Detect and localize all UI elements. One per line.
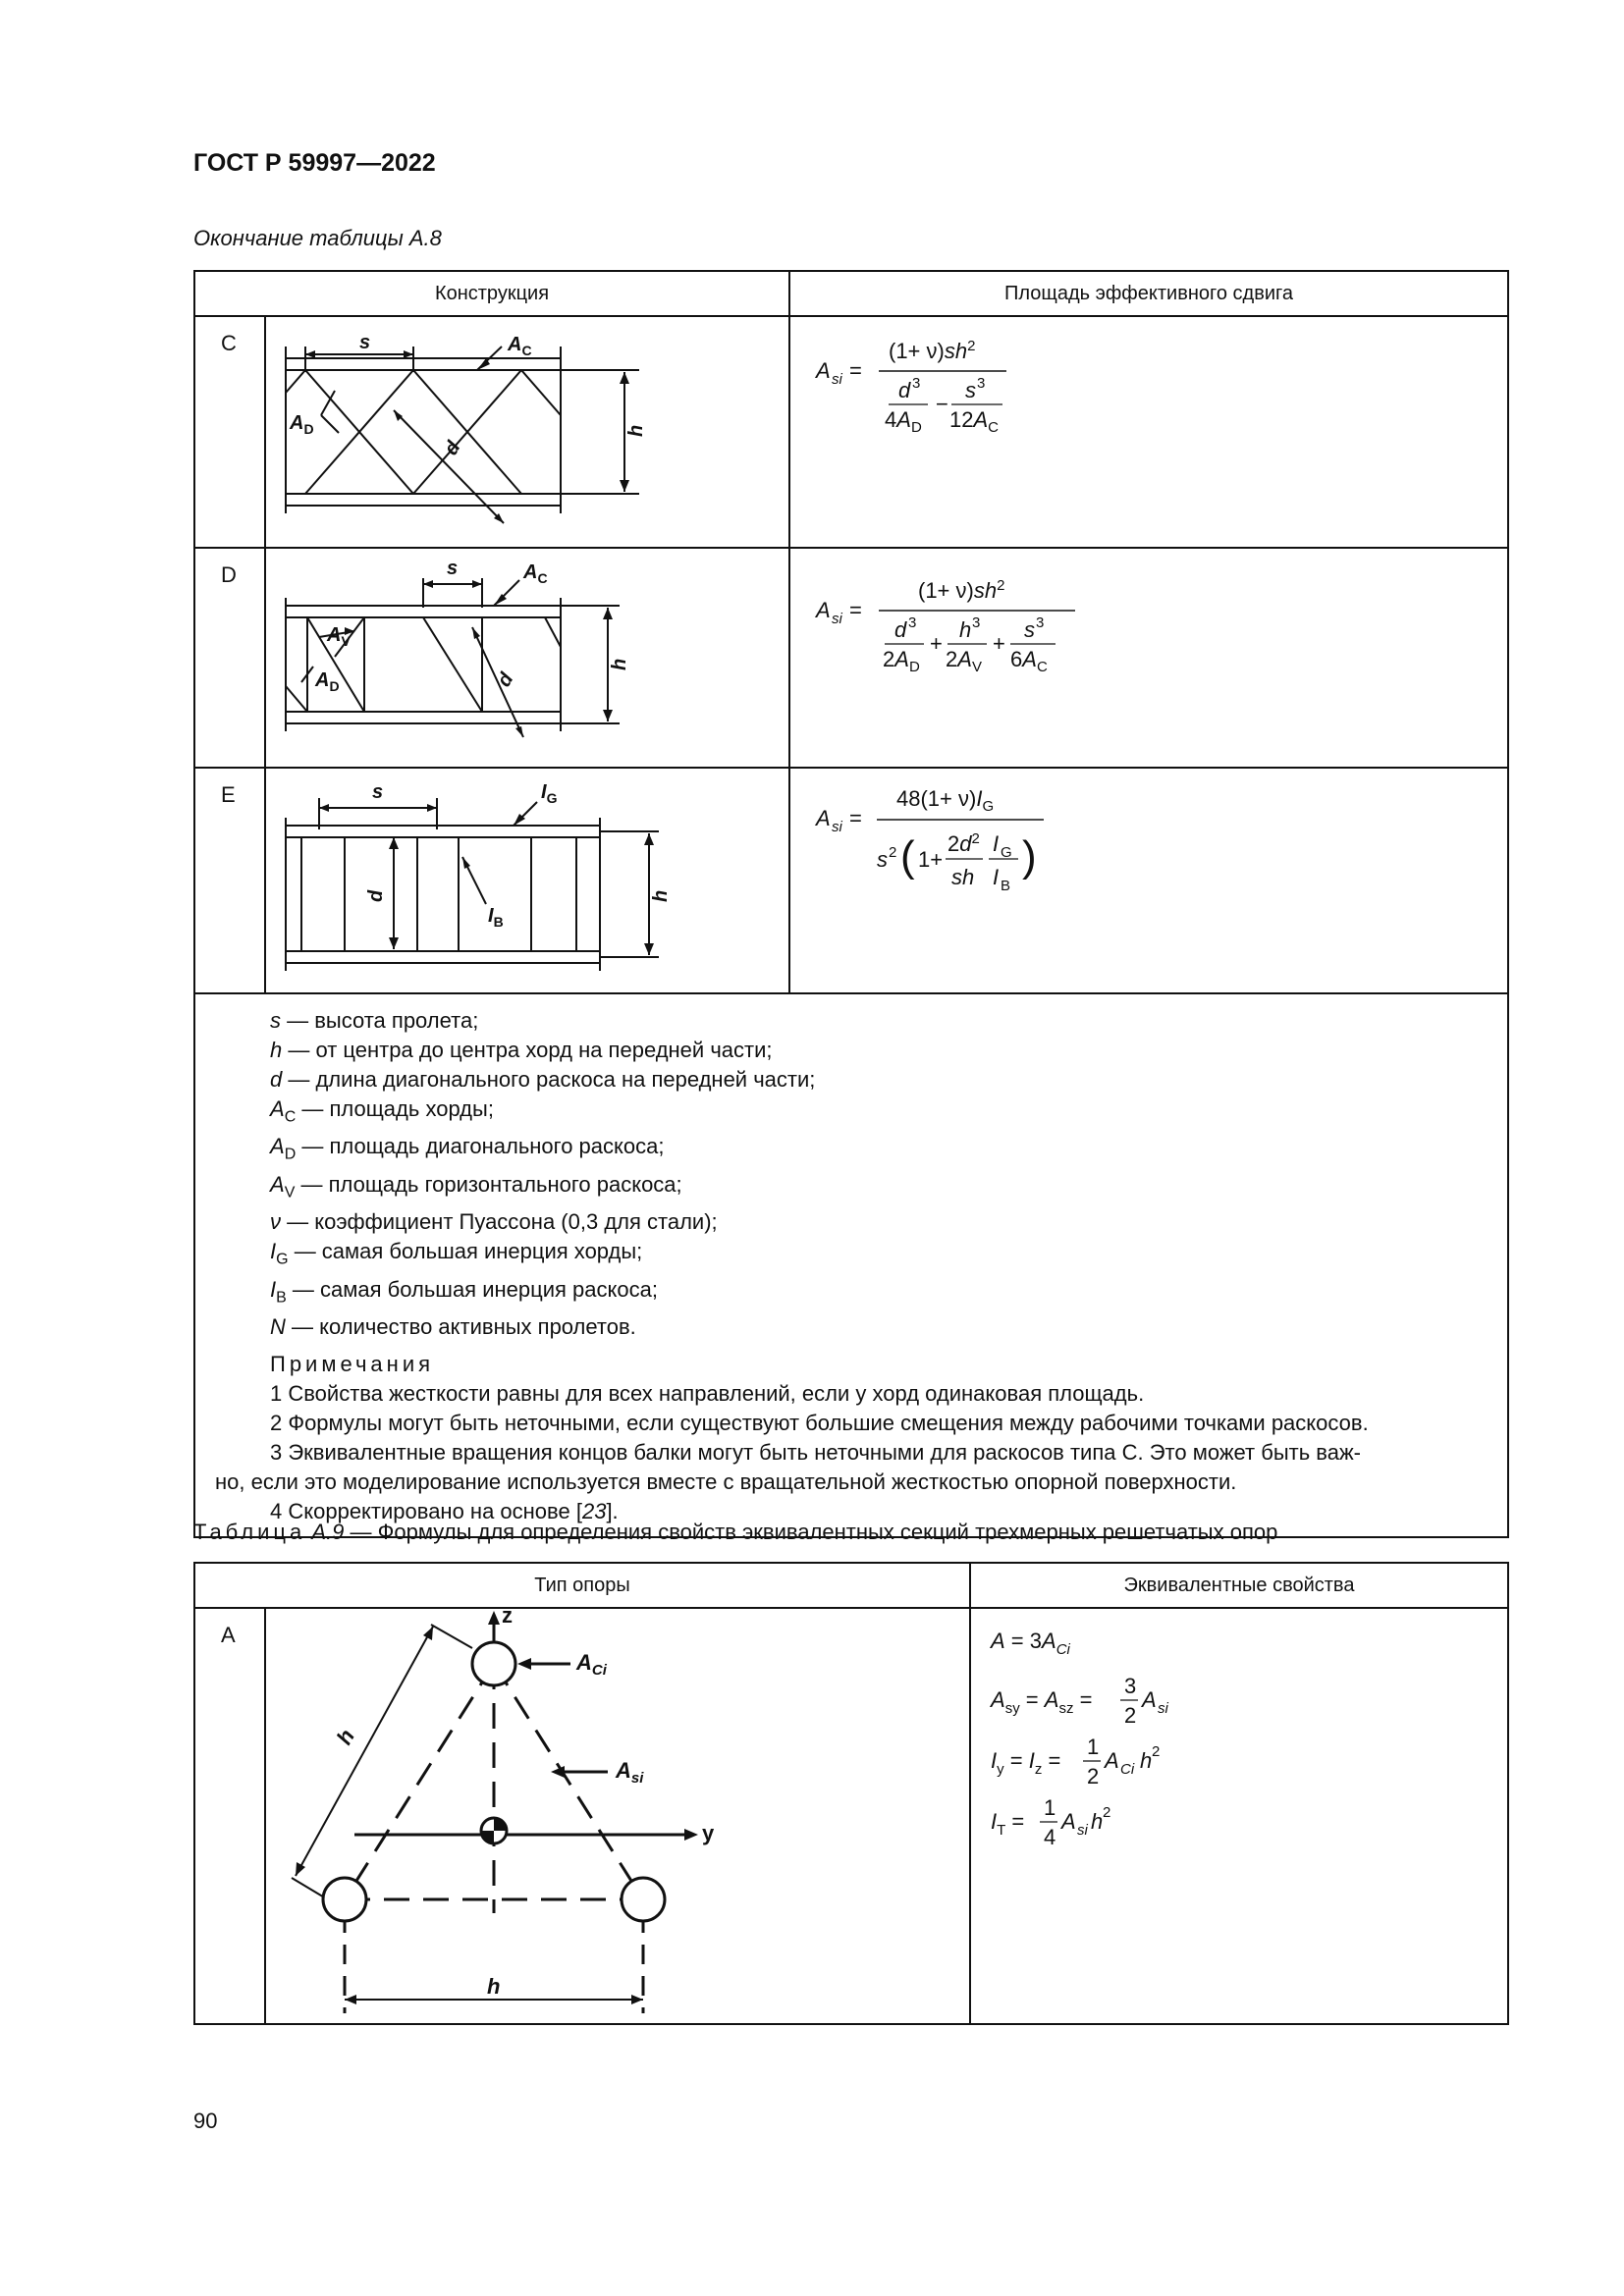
svg-text:1: 1	[1044, 1795, 1056, 1820]
note-4-end: ].	[606, 1498, 619, 1523]
svg-text:I: I	[993, 865, 1000, 889]
svg-text:(1+ ν)sh2: $(1+ \nu)sh^2$	[889, 338, 976, 363]
svg-text:d: d	[894, 617, 907, 642]
svg-text:d: d	[365, 889, 387, 902]
legend-item	[270, 1170, 1488, 1207]
formula-c-expression	[790, 317, 1507, 547]
svg-text:A: A	[1105, 1748, 1119, 1773]
svg-text:si: si	[832, 611, 842, 627]
svg-text:Ci: Ci	[1120, 1761, 1135, 1778]
caption-text: — Формулы для определения свойств эквивалентных секций трехмерных решетчатых опор	[344, 1520, 1278, 1544]
col-header-support-type: Тип опоры	[194, 1563, 970, 1608]
legend-item	[270, 1207, 1488, 1237]
legend-subscript: B	[276, 1288, 287, 1306]
legend-symbol: A	[270, 1096, 285, 1121]
svg-text:3: 3	[1124, 1674, 1137, 1698]
svg-text:ACi: $A_{Ci}$	[576, 1650, 607, 1679]
legend-text: — площадь горизонтального раскоса;	[295, 1171, 682, 1197]
table-a9	[193, 1562, 1509, 2025]
svg-text:1: 1	[1087, 1735, 1100, 1759]
legend-item	[270, 1095, 1488, 1132]
row-letter-d: D	[194, 548, 265, 768]
svg-text:z: z	[502, 1609, 513, 1628]
svg-text:h: h	[331, 1725, 360, 1749]
legend-text: — площадь диагонального раскоса;	[296, 1134, 665, 1159]
svg-text:A = 3ACi: $A = 3A_{Ci}$	[991, 1629, 1070, 1658]
svg-text:h: h	[487, 1974, 501, 1999]
svg-text:=: =	[849, 598, 862, 622]
truss-c-diagram	[266, 317, 788, 547]
svg-text:si: si	[1077, 1822, 1088, 1839]
svg-text:h: h	[959, 617, 972, 642]
svg-text:s: s	[1024, 617, 1035, 642]
table-continuation-label: Окончание таблицы А.8	[193, 226, 442, 250]
svg-text:3: 3	[977, 375, 986, 392]
svg-text:AV: $A_V$	[327, 624, 351, 649]
svg-text:2AD: $2A_D$	[883, 647, 920, 675]
svg-text:6AC: $6A_C$	[1010, 647, 1048, 675]
note-4-ref: 23	[581, 1498, 607, 1523]
legend-text: — от центра до центра хорд на передней части;	[282, 1038, 773, 1062]
svg-text:s: s	[359, 332, 371, 353]
svg-text:d: d	[440, 437, 465, 459]
svg-text:=: =	[849, 806, 862, 830]
row-letter-c: C	[194, 316, 265, 548]
legend-item	[270, 1036, 1488, 1065]
page-number: 90	[193, 2109, 218, 2133]
svg-text:h: h	[1140, 1748, 1153, 1773]
caption-prefix: Таблица	[193, 1520, 306, 1544]
legend-item	[270, 1065, 1488, 1095]
svg-text:2: 2	[1124, 1703, 1137, 1728]
svg-text:sh: sh	[951, 865, 975, 889]
properties-formula-block	[971, 1609, 1507, 2023]
figure-a	[265, 1608, 970, 2024]
document-header: ГОСТ Р 59997—2022	[193, 149, 436, 177]
figure-c	[265, 316, 789, 548]
legend-item	[270, 1237, 1488, 1274]
caption-ref: А.9	[311, 1520, 345, 1544]
svg-text:Iy = Iz =: $I_y = I_z$ =	[991, 1748, 1061, 1778]
row-letter-e: E	[194, 768, 265, 993]
svg-text:AD: $A_D$	[290, 412, 314, 437]
legend-symbol: A	[270, 1134, 285, 1159]
svg-text:h: h	[650, 889, 672, 902]
formula-d-expression	[790, 549, 1507, 767]
formula-c	[789, 316, 1508, 548]
svg-text:AC: $A_C$	[508, 334, 532, 358]
legend-subscript: D	[284, 1146, 297, 1163]
svg-text:2: 2	[1152, 1743, 1161, 1760]
svg-text:si: si	[832, 819, 842, 835]
col-header-shear-area: Площадь эффективного сдвига	[789, 271, 1508, 316]
svg-text:3: 3	[912, 375, 921, 392]
notes-title: Примечания	[270, 1351, 435, 1376]
svg-text:G: G	[1001, 844, 1012, 861]
svg-text:A: A	[1142, 1687, 1157, 1712]
svg-text:A: A	[816, 358, 831, 383]
svg-text:+: +	[993, 631, 1005, 656]
legend-item	[270, 1312, 1488, 1342]
svg-text:h: h	[609, 658, 630, 670]
formula-d	[789, 548, 1508, 768]
svg-text:2: 2	[1103, 1804, 1111, 1821]
legend-text: — самая большая инерция хорды;	[288, 1239, 643, 1264]
col-header-construction: Конструкция	[194, 271, 789, 316]
legend-symbol: ν	[270, 1209, 281, 1235]
svg-text:IT =: $I_T$ =	[991, 1809, 1025, 1839]
svg-text:y: y	[702, 1821, 715, 1845]
truss-d-diagram	[266, 549, 788, 767]
svg-text:Asy = Asz =: $A_{sy} = A_{sz}$ =	[991, 1687, 1093, 1717]
legend-symbol: A	[270, 1171, 285, 1197]
legend-symbol: s	[270, 1008, 281, 1033]
table-a8	[193, 270, 1509, 1538]
legend-text: — площадь хорды;	[296, 1096, 494, 1121]
legend-text: — длина диагонального раскоса на передней части;	[282, 1067, 816, 1092]
legend-text: — количество активных пролетов.	[285, 1313, 636, 1339]
legend-list	[215, 1006, 1488, 1342]
svg-text:12AC: $12A_C$	[949, 407, 1000, 436]
svg-text:d: d	[898, 378, 911, 402]
svg-text:1+: 1+	[918, 847, 944, 872]
legend-text: — самая большая инерция раскоса;	[286, 1276, 658, 1302]
svg-text:(: (	[900, 832, 915, 881]
svg-text:s: s	[877, 847, 888, 872]
svg-text:I: I	[993, 831, 1000, 856]
equivalent-properties-formulas	[970, 1608, 1508, 2024]
legend-item	[270, 1006, 1488, 1036]
svg-text:4AD: $4A_D$	[885, 407, 922, 436]
svg-text:2d2: $2d^2$	[947, 830, 980, 856]
note-3a: 3 Эквивалентные вращения концов балки могут быть неточными для раскосов типа С. Это может быть важ-	[270, 1439, 1362, 1465]
figure-e	[265, 768, 789, 993]
legend-and-notes	[194, 993, 1508, 1537]
svg-text:si: si	[832, 371, 842, 388]
svg-text:h: h	[625, 424, 647, 437]
svg-text:−: −	[936, 392, 948, 416]
table-a9-caption	[193, 1520, 1277, 1545]
svg-text:h: h	[1091, 1809, 1104, 1834]
svg-text:AC: $A_C$	[523, 561, 548, 586]
svg-text:si: si	[1158, 1700, 1168, 1717]
svg-text:3: 3	[972, 614, 981, 631]
svg-text:d: d	[493, 668, 518, 691]
svg-text:=: =	[849, 358, 862, 383]
legend-text: — высота пролета;	[281, 1008, 479, 1033]
note-1: 1 Свойства жесткости равны для всех направлений, если у хорд одинаковая площадь.	[270, 1380, 1145, 1406]
svg-text:+: +	[930, 631, 943, 656]
formula-e-expression	[790, 769, 1507, 992]
svg-text:IG: $I_G$	[541, 781, 558, 806]
svg-text:A: A	[816, 598, 831, 622]
svg-text:): )	[1022, 832, 1037, 881]
svg-text:s: s	[372, 781, 384, 803]
svg-text:s: s	[965, 378, 976, 402]
triangular-support-diagram	[266, 1609, 969, 2023]
svg-text:Asi: $A_{si}$	[616, 1758, 644, 1787]
svg-text:3: 3	[908, 614, 917, 631]
legend-symbol: I	[270, 1276, 277, 1302]
note-2: 2 Формулы могут быть неточными, если существуют большие смещения между рабочими точками раскосов.	[270, 1410, 1369, 1435]
legend-item	[270, 1275, 1488, 1312]
svg-text:4: 4	[1044, 1825, 1056, 1849]
legend-symbol: h	[270, 1038, 283, 1062]
legend-symbol: I	[270, 1239, 277, 1264]
svg-text:B: B	[1001, 878, 1011, 894]
svg-text:2: 2	[889, 844, 897, 861]
svg-text:IB: $I_B$	[488, 905, 504, 930]
svg-text:s: s	[447, 558, 459, 579]
svg-text:48(1+ ν)IG: $48(1+ \nu)I_G$	[896, 786, 995, 815]
svg-text:2AV: $2A_V$	[946, 647, 982, 675]
legend-subscript: C	[284, 1108, 297, 1126]
svg-text:(1+ ν)sh2: $(1+ \nu)sh^2$	[918, 577, 1005, 603]
row-letter-a: A	[194, 1608, 265, 2024]
legend-subscript: G	[276, 1251, 289, 1268]
legend-text: — коэффициент Пуассона (0,3 для стали);	[281, 1209, 718, 1235]
note-3b: но, если это моделирование используется вместе с вращательной жесткостью опорной поверхности.	[215, 1468, 1237, 1494]
truss-e-diagram	[266, 769, 788, 992]
col-header-equivalent-properties: Эквивалентные свойства	[970, 1563, 1508, 1608]
legend-item	[270, 1132, 1488, 1169]
legend-symbol: N	[270, 1313, 286, 1339]
svg-text:A: A	[816, 806, 831, 830]
note-4-text: 4 Скорректировано на основе [	[270, 1498, 582, 1523]
svg-text:A: A	[1061, 1809, 1076, 1834]
svg-text:2: 2	[1087, 1764, 1100, 1789]
figure-d	[265, 548, 789, 768]
svg-text:AD: $A_D$	[315, 669, 340, 694]
svg-text:3: 3	[1036, 614, 1045, 631]
legend-symbol: d	[270, 1067, 283, 1092]
legend-subscript: V	[284, 1184, 296, 1201]
formula-e	[789, 768, 1508, 993]
